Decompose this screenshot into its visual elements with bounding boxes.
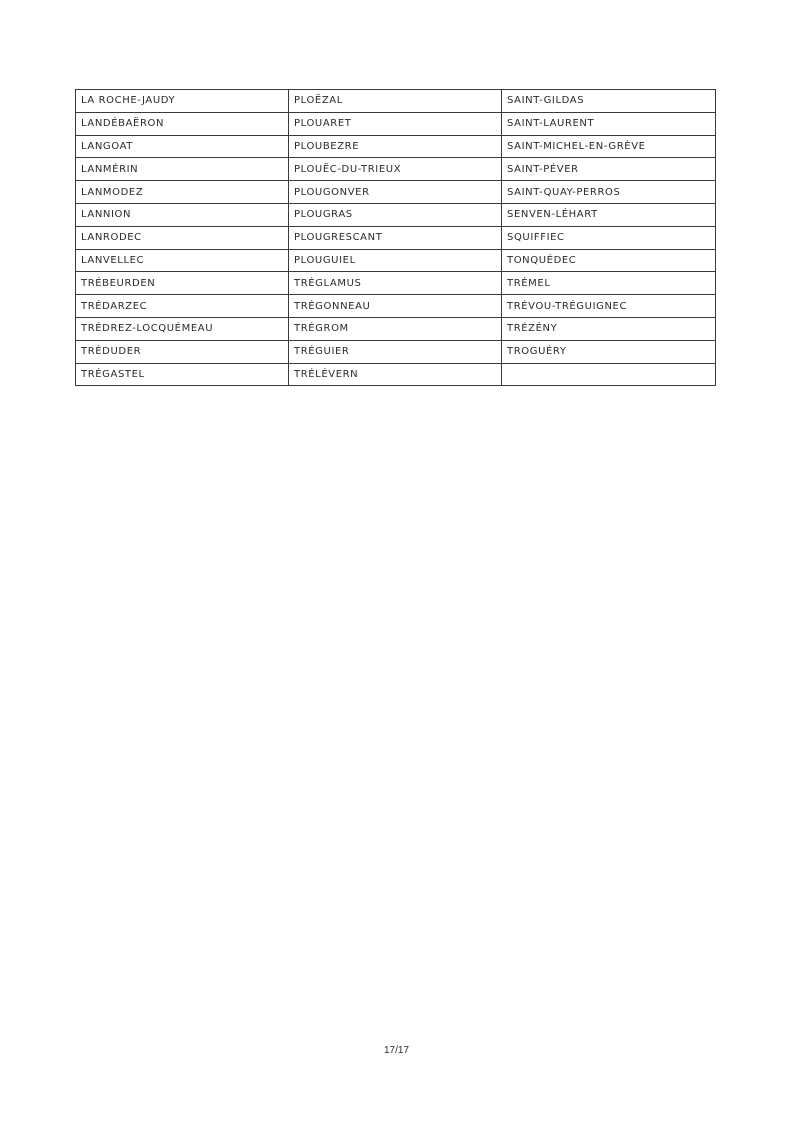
- table-cell: SAINT-GILDAS: [502, 90, 716, 113]
- table-cell: PLOUARET: [289, 112, 502, 135]
- table-cell: [502, 363, 716, 386]
- table-cell: SAINT-LAURENT: [502, 112, 716, 135]
- table-row: [76, 226, 716, 249]
- table-row: [76, 363, 716, 386]
- table-row: [76, 181, 716, 204]
- table-cell: PLOUGRESCANT: [289, 226, 502, 249]
- table-cell: TRÉGONNEAU: [289, 295, 502, 318]
- table-cell: LANDÉBAËRON: [76, 112, 289, 135]
- table-cell: LANMODEZ: [76, 181, 289, 204]
- table-cell: PLOUËC-DU-TRIEUX: [289, 158, 502, 181]
- table-cell: TRÉGLAMUS: [289, 272, 502, 295]
- table-cell: TRÉVOU-TRÉGUIGNEC: [502, 295, 716, 318]
- table-cell: PLOUBEZRE: [289, 135, 502, 158]
- table-row: [76, 340, 716, 363]
- table-cell: TROGUÉRY: [502, 340, 716, 363]
- table-cell: LANGOAT: [76, 135, 289, 158]
- communes-table-body: [76, 90, 716, 386]
- table-cell: SAINT-PÉVER: [502, 158, 716, 181]
- table-cell: TRÉLÉVERN: [289, 363, 502, 386]
- table-row: [76, 249, 716, 272]
- table-cell: TRÉDARZEC: [76, 295, 289, 318]
- table-row: [76, 135, 716, 158]
- table-cell: TRÉDUDER: [76, 340, 289, 363]
- table-row: [76, 158, 716, 181]
- table-cell: LANNION: [76, 203, 289, 226]
- communes-table: [75, 89, 716, 386]
- table-cell: PLOUGRAS: [289, 203, 502, 226]
- table-cell: PLOUGONVER: [289, 181, 502, 204]
- table-row: [76, 90, 716, 113]
- table-cell: LANMÉRIN: [76, 158, 289, 181]
- table-cell: PLOUGUIEL: [289, 249, 502, 272]
- table-cell: SAINT-QUAY-PERROS: [502, 181, 716, 204]
- table-cell: TRÉDREZ-LOCQUÉMEAU: [76, 317, 289, 340]
- table-cell: TRÉGASTEL: [76, 363, 289, 386]
- table-cell: SAINT-MICHEL-EN-GRÈVE: [502, 135, 716, 158]
- table-cell: TRÉZÉNY: [502, 317, 716, 340]
- table-cell: PLOËZAL: [289, 90, 502, 113]
- table-cell: LANVELLEC: [76, 249, 289, 272]
- page-number: 17/17: [383, 1045, 410, 1056]
- table-cell: TRÉBEURDEN: [76, 272, 289, 295]
- table-row: [76, 317, 716, 340]
- table-cell: SENVEN-LÉHART: [502, 203, 716, 226]
- table-cell: TRÉGROM: [289, 317, 502, 340]
- table-cell: LA ROCHE-JAUDY: [76, 90, 289, 113]
- table-cell: TRÉGUIER: [289, 340, 502, 363]
- table-cell: TONQUÉDEC: [502, 249, 716, 272]
- table-row: [76, 295, 716, 318]
- table-row: [76, 272, 716, 295]
- table-cell: SQUIFFIEC: [502, 226, 716, 249]
- table-cell: TRÉMEL: [502, 272, 716, 295]
- table-row: [76, 112, 716, 135]
- table-cell: LANRODEC: [76, 226, 289, 249]
- table-row: [76, 203, 716, 226]
